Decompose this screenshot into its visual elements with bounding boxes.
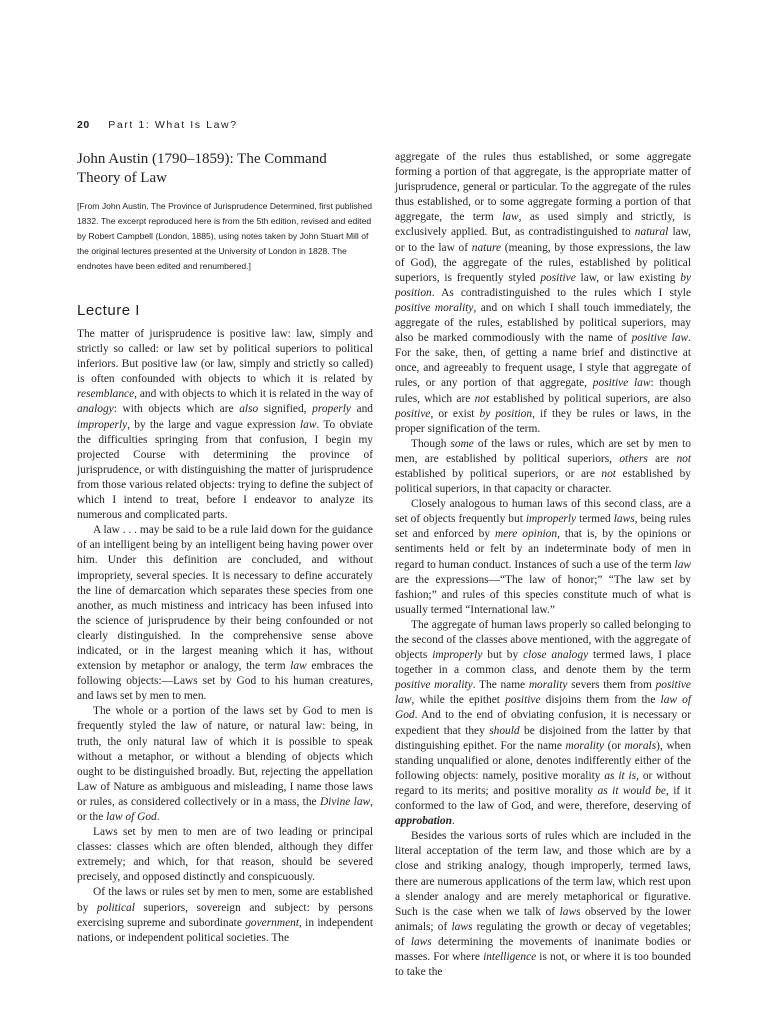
paragraph-text: Though: [411, 437, 451, 450]
paragraph-text: , if it conformed to the law of God, and were, therefore, deserving of: [395, 784, 691, 813]
emphasis-text: improperly: [77, 418, 128, 431]
paragraph-text: observed by the lower animals; of: [395, 905, 691, 933]
emphasis-text: as it would be: [597, 784, 666, 797]
paragraph-text: , or without regard to its merits; and positive morality: [395, 769, 691, 797]
emphasis-text: law: [674, 558, 691, 571]
paragraph-text: Laws set by men to men are of two leading or principal classes: classes which are often blended, although they differ extremely; and which, for that reason, should be severed precisely, and opposed distinctly and conspicuously.: [77, 826, 373, 884]
right-column: [395, 150, 691, 980]
paragraph-text: , that is, by the opinions or sentiments held or felt by an indeterminate body of men in regard to human conduct. Instances of such a use of the term: [395, 528, 691, 571]
emphasis-text: properly: [312, 403, 351, 416]
emphasis-text: some: [450, 437, 474, 450]
paragraph-text: disjoins them from the: [540, 694, 661, 707]
paragraph-text: Besides the various sorts of rules which are included in the literal acceptation of the term law, and those which are by a close and striking analogy, though improperly, termed laws, there are numerous applications of the term law, which rest upon a slender analogy and are merely metaphorical or figurative. Such is the case when we talk of: [395, 830, 691, 918]
paragraph-text: determining the movements of inanimate bodies or masses. For where: [395, 935, 691, 963]
emphasis-text: as it is: [604, 769, 637, 782]
running-title: Part 1: What Is Law?: [108, 119, 238, 131]
emphasis-text: law: [502, 211, 519, 224]
paragraph-text: The aggregate of human laws properly so called belonging to the second of the classes above mentioned, with the aggregate of objects: [395, 618, 691, 662]
emphasis-text: laws: [410, 935, 432, 948]
paragraph-text: established by political superiors, or are: [395, 467, 602, 480]
paragraph-text: . To obviate the difficulties springing from that confusion, I begin my projected Course with determining the province of jurisprudence, or with distinguishing the matter of jurisprudence from those various related objects: trying to define the subject of which I intend to treat, before I endeavor to analyze its numerous and complicated parts.: [77, 418, 373, 522]
paragraph-text: The whole or a portion of the laws set by God to men is frequently styled the law of nature, or natural law: being, in truth, the only natural law of which it is possible to speak without a metaphor, or without a blending of objects which ought to be distinguished broadly. But, rejecting the appellation Law of Nature as ambiguous and misleading, I name those laws or rules, as considered collectively or in a mass, the: [77, 705, 373, 808]
paragraph-text: is not, or where it is too bounded to take the: [395, 950, 691, 979]
body-paragraph: [77, 704, 373, 825]
emphasis-text: nature: [471, 241, 502, 254]
emphasis-text: positive: [395, 407, 431, 420]
left-column: [77, 150, 373, 946]
body-paragraph: [395, 150, 691, 437]
emphasis-text: law of God: [395, 694, 691, 722]
emphasis-text: Divine law: [319, 795, 371, 808]
paragraph-text: , as used simply and strictly, is exclusively applied. But, as contradistinguished to: [395, 211, 691, 239]
emphasis-text: natural: [634, 226, 669, 239]
body-paragraph: [77, 523, 373, 704]
emphasis-text: law of God: [106, 811, 157, 823]
emphasis-text: morality: [528, 679, 568, 692]
emphasis-text: positive: [540, 271, 576, 284]
body-paragraph: [77, 327, 373, 523]
paragraph-text: , by the large and vague expression: [127, 418, 300, 431]
paragraph-text: , while the epithet: [411, 694, 506, 707]
lecture-heading: Lecture I: [77, 302, 140, 319]
paragraph-text: established by political superiors, are also: [489, 392, 691, 405]
paragraph-text: regulating the growth or decay of vegetables; of: [395, 920, 691, 948]
paragraph-text: ), when standing unqualified or alone, denotes indifferently either of the following objects: namely, positive morality: [395, 739, 692, 782]
emphasis-text: law: [290, 660, 307, 673]
body-paragraph: [395, 829, 691, 980]
emphasis-text: mere opinion: [495, 528, 558, 541]
paragraph-text: signified,: [258, 403, 313, 416]
emphasis-text: morals: [624, 739, 657, 752]
paragraph-text: are: [647, 452, 677, 465]
emphasis-text: laws: [559, 905, 581, 918]
paragraph-text: The matter of jurisprudence is positive law: law, simply and strictly so called: or law set by political superiors to political inferiors. But positive law (or law, simply and strictly so called) is often confounded with objects to which it is related by: [77, 328, 373, 386]
emphasis-text: close analogy: [523, 649, 589, 662]
paragraph-text: , in independent nations, or independent political societies. The: [77, 916, 373, 944]
paragraph-text: severs them from: [567, 679, 656, 692]
emphasis-text: law: [300, 418, 317, 431]
paragraph-text: , if they be rules or laws, in the proper signification of the term.: [395, 407, 691, 435]
emphasis-text: not: [676, 452, 691, 465]
paragraph-text: aggregate of the rules thus established, or some aggregate forming a portion of that aggregate, is the appropriate matter of jurisprudence, general or particular. To the aggregate of the rules thus established, or to some aggregate forming a portion of that aggregate, the term: [395, 151, 691, 224]
emphasis-text: political: [96, 901, 135, 914]
paragraph-text: : with objects which are: [113, 403, 240, 416]
emphasis-text: positive morality: [395, 301, 474, 314]
paragraph-text: , being rules set and enforced by: [395, 513, 691, 541]
emphasis-text: resemblance: [77, 388, 135, 401]
section-title: John Austin (1790–1859): The Command Theory of Law: [77, 151, 327, 186]
emphasis-text: approbation: [395, 815, 452, 828]
paragraph-text: . And to the end of obviating confusion, it is necessary or expedient that they: [395, 709, 691, 737]
emphasis-text: not: [474, 392, 490, 405]
paragraph-text: . For the sake, then, of getting a name brief and distinctive at once, and agreeably to frequent usage, I style that aggregate of rules, or any portion of that aggregate,: [395, 332, 692, 390]
paragraph-text: termed: [576, 513, 614, 526]
emphasis-text: intelligence: [483, 950, 537, 963]
emphasis-text: morality: [565, 739, 605, 752]
emphasis-text: positive morality: [395, 679, 473, 692]
paragraph-text: but by: [482, 649, 524, 662]
emphasis-text: positive law: [395, 679, 691, 707]
paragraph-text: .: [451, 815, 455, 828]
emphasis-text: others: [619, 452, 648, 465]
paragraph-text: termed laws, I place together in a common class, and denote them by the term: [395, 649, 691, 677]
paragraph-text: . The name: [472, 679, 529, 692]
paragraph-text: Of the laws or rules set by men to men, some are established by: [77, 886, 373, 914]
paragraph-text: superiors, sovereign and subject: by persons exercising supreme and subordinate: [77, 901, 373, 929]
emphasis-text: positive: [505, 694, 541, 707]
paragraph-text: of the laws or rules, which are set by men to men, are established by political superiors,: [395, 437, 691, 465]
paragraph-text: be disjoined from the latter by that distinguishing epithet. For the name: [395, 724, 691, 752]
paragraph-text: .: [156, 811, 160, 823]
emphasis-text: government: [245, 916, 299, 929]
running-header: [77, 119, 238, 131]
page-number: 20: [77, 119, 90, 131]
paragraph-text: A law . . . may be said to be a rule laid down for the guidance of an intelligent being by an intelligent being having power over him. Under this definition are concluded, and without impropriety, several species. It is necessary to define accurately the line of demarcation which separates these species from one another, as much mistiness and intricacy has been infused into the science of jurisprudence by their being confounded or not clearly distinguished. In the comprehensive sense above indicated, or in the largest meaning which it has, without extension by metaphor or analogy, the term: [77, 524, 373, 673]
emphasis-text: laws: [613, 513, 635, 526]
emphasis-text: laws: [451, 920, 473, 933]
paragraph-text: (meaning, by those expressions, the law of God), the aggregate of the rules, established by political superiors, is frequently styled: [395, 241, 691, 284]
paragraph-text: , and with objects to which it is related in the way of: [134, 388, 373, 401]
paragraph-text: and: [350, 403, 373, 416]
body-paragraph: [395, 618, 691, 829]
emphasis-text: improperly: [525, 513, 577, 526]
emphasis-text: not: [601, 467, 616, 480]
emphasis-text: improperly: [432, 649, 483, 662]
emphasis-text: also: [239, 403, 259, 416]
left-body: [77, 327, 373, 946]
paragraph-text: , or exist: [430, 407, 480, 420]
paragraph-text: Closely analogous to human laws of this second class, are a set of objects frequently but: [395, 498, 691, 526]
body-paragraph: [395, 437, 691, 497]
paragraph-text: law, or to the law of: [395, 226, 692, 254]
paragraph-text: . As contradistinguished to the rules which I style: [431, 286, 691, 299]
right-body: [395, 150, 691, 980]
body-paragraph: [77, 885, 373, 945]
paragraph-text: (or: [604, 739, 625, 752]
source-note: [From John Austin, The Province of Jurisprudence Determined, first published 1832. The excerpt reproduced here is from the 5th edition, revised and edited by Robert Campbell (London, 1885), using notes taken by John Stuart Mill of the original lectures presented at the University of London in 1828. The endnotes have been edited and renumbered.]: [77, 201, 373, 271]
body-paragraph: [395, 497, 691, 618]
emphasis-text: by position: [479, 407, 533, 420]
paragraph-text: are the expressions—“The law of honor;” “The law set by fashion;” and rules of this species constitute much of what is usually termed “International law.”: [395, 573, 691, 616]
body-paragraph: [77, 825, 373, 885]
emphasis-text: analogy: [77, 403, 114, 416]
emphasis-text: by position: [395, 271, 691, 299]
paragraph-text: embraces the following objects:—Laws set by God to his human creatures, and laws set by men to men.: [77, 660, 373, 703]
paragraph-text: , or the: [77, 795, 373, 823]
emphasis-text: should: [489, 724, 520, 737]
paragraph-text: : though rules, which are: [395, 377, 691, 405]
paragraph-text: established by political superiors, in that capacity or character.: [395, 467, 691, 496]
emphasis-text: positive law: [592, 377, 651, 390]
paragraph-text: law, or law existing: [575, 271, 681, 284]
emphasis-text: positive law: [631, 332, 689, 345]
paragraph-text: , and on which I shall touch immediately, the aggregate of the rules, established by political superiors, may also be marked commodiously with the name of: [395, 301, 691, 345]
